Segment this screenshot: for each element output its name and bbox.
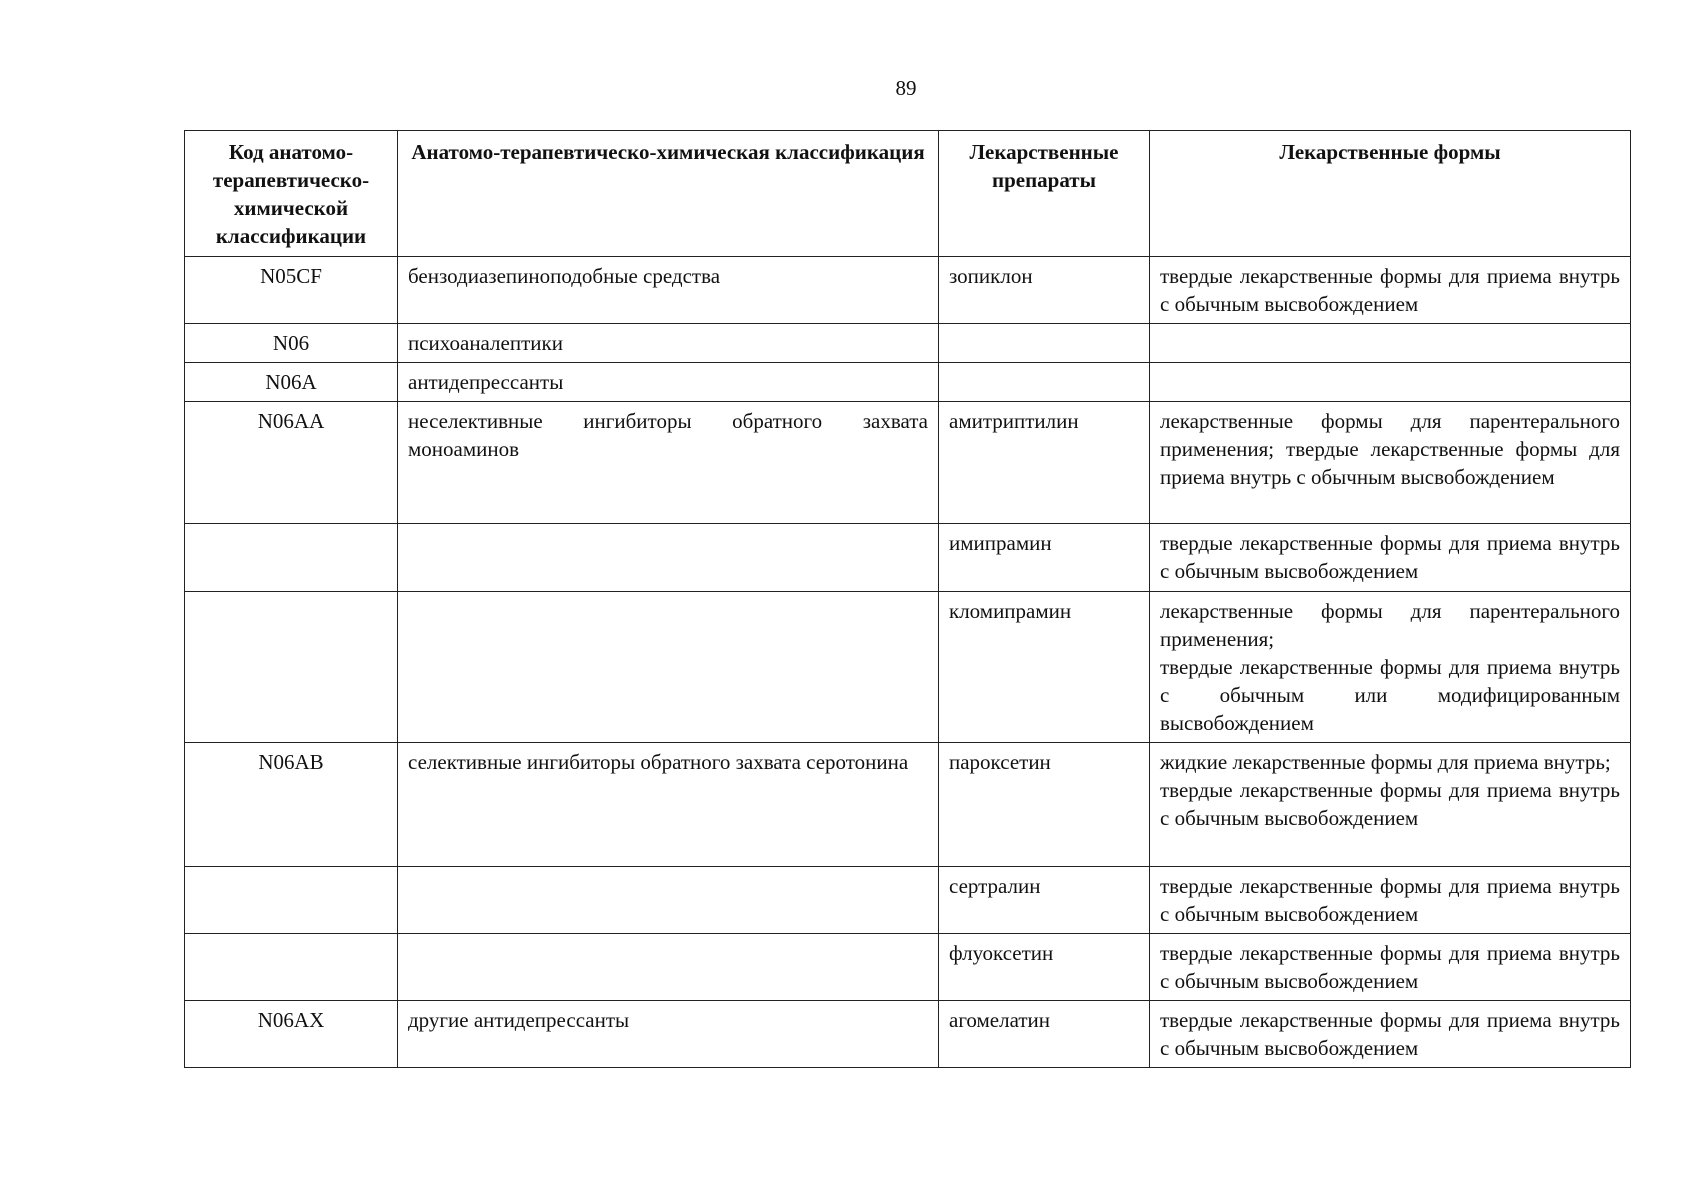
atc-code-cell: N06AB — [185, 743, 398, 867]
forms-line: твердые лекарственные формы для приема внутрь с обычным высвобождением — [1160, 941, 1620, 993]
table-body — [185, 257, 1631, 1068]
forms-line: твердые лекарственные формы для приема внутрь с обычным высвобождением — [1160, 778, 1620, 830]
table-row — [185, 1001, 1631, 1068]
forms-cell — [1150, 324, 1631, 363]
classification-cell — [398, 934, 939, 1001]
header-atc-code: Код анатомо-терапевтическо-химической классификации — [185, 131, 398, 257]
forms-cell — [1150, 257, 1631, 324]
table-row — [185, 743, 1631, 867]
table-row — [185, 324, 1631, 363]
forms-line: лекарственные формы для парентерального применения; твердые лекарственные формы для приема внутрь с обычным высвобождением — [1160, 409, 1620, 489]
classification-cell — [398, 592, 939, 743]
classification-cell — [398, 867, 939, 934]
table-row — [185, 257, 1631, 324]
atc-code-cell: N06AX — [185, 1001, 398, 1068]
classification-cell: бензодиазепиноподобные средства — [398, 257, 939, 324]
drug-cell: сертралин — [939, 867, 1150, 934]
drug-cell — [939, 324, 1150, 363]
forms-line: твердые лекарственные формы для приема внутрь с обычным высвобождением — [1160, 264, 1620, 316]
drug-cell: пароксетин — [939, 743, 1150, 867]
drug-cell: амитриптилин — [939, 402, 1150, 524]
page-number: 89 — [895, 76, 917, 100]
classification-cell: неселективные ингибиторы обратного захвата моноаминов — [398, 402, 939, 524]
header-row — [185, 131, 1631, 257]
classification-cell: психоаналептики — [398, 324, 939, 363]
atc-code-cell — [185, 934, 398, 1001]
atc-code-cell — [185, 524, 398, 592]
atc-drug-table — [184, 130, 1631, 1068]
forms-cell — [1150, 363, 1631, 402]
forms-line: твердые лекарственные формы для приема внутрь с обычным высвобождением — [1160, 1008, 1620, 1060]
classification-cell: селективные ингибиторы обратного захвата серотонина — [398, 743, 939, 867]
atc-code-cell: N06A — [185, 363, 398, 402]
atc-code-cell — [185, 867, 398, 934]
forms-line: жидкие лекарственные формы для приема внутрь; — [1160, 750, 1611, 774]
forms-cell — [1150, 934, 1631, 1001]
table-header — [185, 131, 1631, 257]
header-dosage-forms: Лекарственные формы — [1150, 131, 1631, 257]
drug-cell: агомелатин — [939, 1001, 1150, 1068]
drug-cell: зопиклон — [939, 257, 1150, 324]
drug-cell: имипрамин — [939, 524, 1150, 592]
drug-cell: флуоксетин — [939, 934, 1150, 1001]
table-row — [185, 363, 1631, 402]
table-row — [185, 524, 1631, 592]
atc-code-cell: N06 — [185, 324, 398, 363]
header-atc-classification: Анатомо-терапевтическо-химическая классификация — [398, 131, 939, 257]
table-row — [185, 934, 1631, 1001]
drug-cell — [939, 363, 1150, 402]
table-row — [185, 867, 1631, 934]
table-row — [185, 592, 1631, 743]
forms-cell — [1150, 743, 1631, 867]
atc-code-cell: N05CF — [185, 257, 398, 324]
forms-line: твердые лекарственные формы для приема внутрь с обычным высвобождением — [1160, 874, 1620, 926]
forms-cell — [1150, 524, 1631, 592]
atc-code-cell — [185, 592, 398, 743]
classification-cell: другие антидепрессанты — [398, 1001, 939, 1068]
forms-cell — [1150, 592, 1631, 743]
classification-cell: антидепрессанты — [398, 363, 939, 402]
forms-line: твердые лекарственные формы для приема внутрь с обычным или модифицированным высвобождением — [1160, 655, 1620, 735]
forms-cell — [1150, 867, 1631, 934]
header-drugs: Лекарственные препараты — [939, 131, 1150, 257]
atc-code-cell: N06AA — [185, 402, 398, 524]
forms-cell — [1150, 402, 1631, 524]
drug-cell: кломипрамин — [939, 592, 1150, 743]
forms-line: лекарственные формы для парентерального применения; — [1160, 599, 1620, 651]
forms-cell — [1150, 1001, 1631, 1068]
table-row — [185, 402, 1631, 524]
classification-cell — [398, 524, 939, 592]
forms-line: твердые лекарственные формы для приема внутрь с обычным высвобождением — [1160, 531, 1620, 583]
